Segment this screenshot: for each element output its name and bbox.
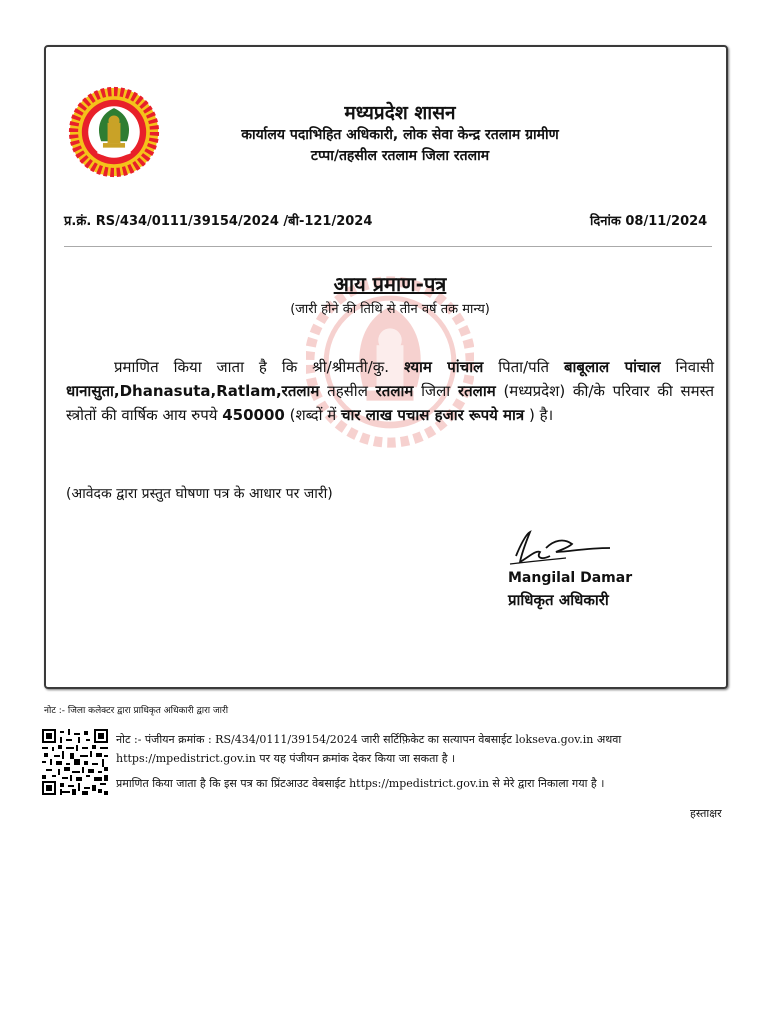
body-text-8: ) है। xyxy=(524,406,554,424)
printout-note: प्रमाणित किया जाता है कि इस पत्र का प्रिंटआउट वेबसाईट https://mpedistrict.gov.in से मेरे द्वारा निकाला गया है । xyxy=(116,777,605,790)
signature-image xyxy=(506,526,616,572)
declaration-note: (आवेदक द्वारा प्रस्तुत घोषणा पत्र के आधार पर जारी) xyxy=(66,486,333,502)
certificate-title: आय प्रमाण-पत्र xyxy=(333,272,447,296)
body-text-2: पिता/पति xyxy=(483,358,564,376)
office-location: टप्पा/तहसील रतलाम जिला रतलाम xyxy=(310,148,490,164)
officer-title: प्राधिकृत अधिकारी xyxy=(508,591,609,609)
mp-state-emblem-icon xyxy=(68,86,160,178)
divider xyxy=(64,246,712,247)
address: धानासुता,Dhanasuta,Ratlam,रतलाम xyxy=(66,382,320,400)
government-name: मध्यप्रदेश शासन xyxy=(344,102,456,124)
officer-name: Mangilal Damar xyxy=(508,570,633,586)
office-name: कार्यालय पदाभिहित अधिकारी, लोक सेवा केन्द्र रतलाम ग्रामीण xyxy=(241,127,559,143)
tehsil: रतलाम xyxy=(375,382,414,400)
footer-note-issuer: नोट :- जिला कलेक्टर द्वारा प्राधिकृत अधिकारी द्वारा जारी xyxy=(44,706,229,716)
certificate-body xyxy=(66,355,714,427)
reference-number: प्र.क्रं. RS/434/0111/39154/2024 /बी-121/2024 xyxy=(64,214,373,229)
body-text-7: (शब्दों में xyxy=(284,406,341,424)
verification-note: नोट :- पंजीयन क्रमांक : RS/434/0111/39154/2024 जारी सर्टिफ़िकेट का सत्यापन वेबसाईट lokseva.gov.in अथवा https://mpedistrict.gov.in पर यह पंजीयन क्रमांक देकर किया जा सकता है । xyxy=(116,733,622,765)
income-amount: 450000 xyxy=(222,406,285,424)
body-text-1: प्रमाणित किया जाता है कि श्री/श्रीमती/कु. xyxy=(114,358,404,376)
signature-label: हस्ताक्षर xyxy=(690,807,722,820)
body-text-3: निवासी xyxy=(660,358,715,376)
issue-date: दिनांक 08/11/2024 xyxy=(590,214,708,229)
holder-name: श्याम पांचाल xyxy=(403,358,484,376)
body-text-6: (मध्यप्रदेश) की/के परिवार की समस्त स्त्रोतों की वार्षिक आय रुपये xyxy=(66,382,715,424)
qr-code-icon[interactable] xyxy=(42,729,108,795)
income-amount-words: चार लाख पचास हजार रूपये मात्र xyxy=(341,406,525,424)
body-text-4: तहसील xyxy=(319,382,376,400)
body-text-5: जिला xyxy=(413,382,458,400)
validity-note: (जारी होने की तिथि से तीन वर्ष तक मान्य) xyxy=(290,302,490,317)
district: रतलाम xyxy=(457,382,496,400)
father-name: बाबूलाल पांचाल xyxy=(563,358,661,376)
